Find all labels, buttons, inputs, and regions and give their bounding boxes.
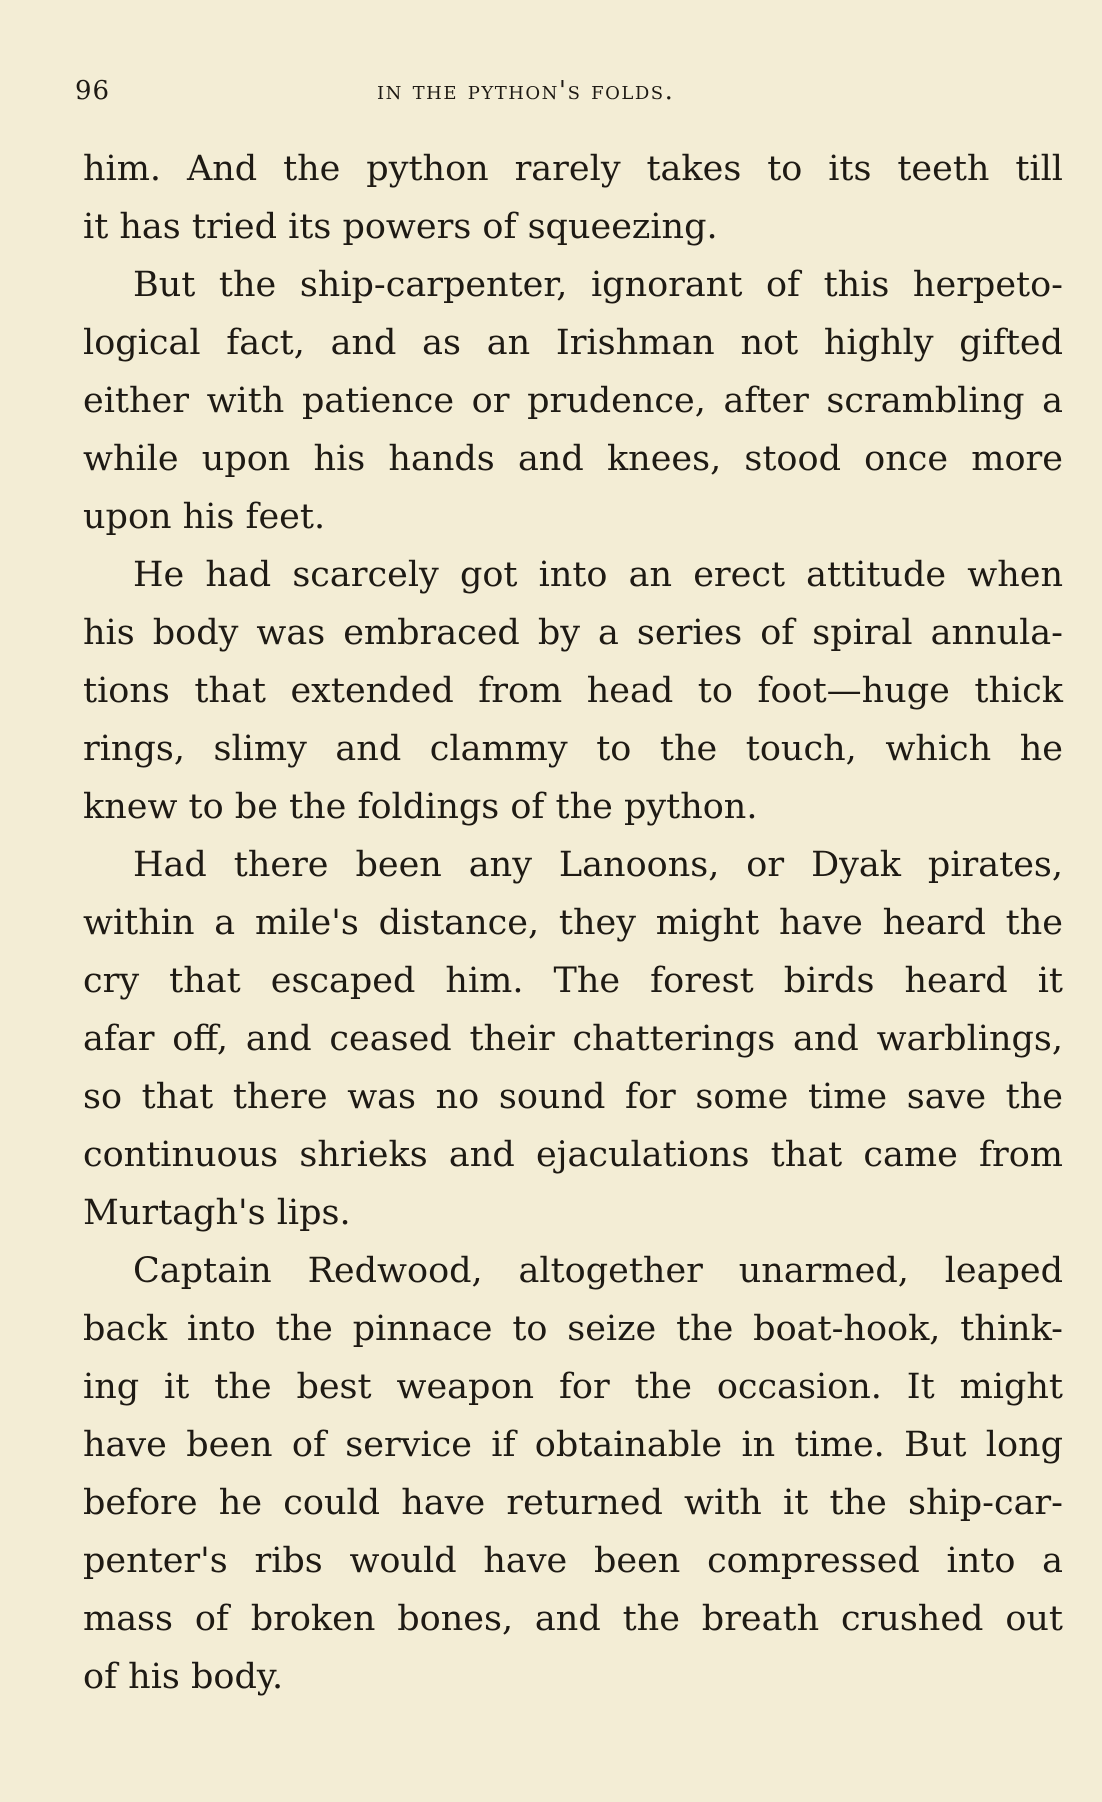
text-line: tions that extended from head to foot—huge thick [83,671,1063,711]
text-line: him. And the python rarely takes to its teeth till [83,149,1063,189]
text-line: rings, slimy and clammy to the touch, which he [83,729,1063,769]
text-line: continuous shrieks and ejaculations that came from [83,1135,1063,1175]
text-line: afar off, and ceased their chatterings and warblings, [83,1019,1063,1059]
text-line: back into the pinnace to seize the boat-hook, think- [83,1309,1063,1349]
text-line: it has tried its powers of squeezing. [83,207,718,247]
page-number: 96 [75,76,111,106]
text-line: Had there been any Lanoons, or Dyak pirates, [133,845,1063,885]
text-line: penter's ribs would have been compressed into a [83,1541,1063,1581]
text-line: have been of service if obtainable in time. But long [83,1425,1063,1465]
text-line: logical fact, and as an Irishman not highly gifted [83,323,1063,363]
text-line: ing it the best weapon for the occasion. It might [83,1367,1063,1407]
text-line: of his body. [83,1657,284,1697]
running-title: in the python's folds. [377,76,675,106]
body-text [83,146,1063,1712]
text-line: But the ship-carpenter, ignorant of this herpeto- [133,265,1063,305]
text-line: knew to be the foldings of the python. [83,787,758,827]
text-line: mass of broken bones, and the breath crushed out [83,1599,1063,1639]
text-line: either with patience or prudence, after scrambling a [83,381,1063,421]
text-line: his body was embraced by a series of spiral annula- [83,613,1063,653]
text-line: so that there was no sound for some time save the [83,1077,1063,1117]
text-line: cry that escaped him. The forest birds heard it [83,961,1063,1001]
text-line: before he could have returned with it the ship-car- [83,1483,1063,1523]
text-line: while upon his hands and knees, stood once more [83,439,1063,479]
text-line: Captain Redwood, altogether unarmed, leaped [133,1251,1063,1291]
text-line: He had scarcely got into an erect attitude when [133,555,1063,595]
text-line: Murtagh's lips. [83,1193,351,1233]
text-line: within a mile's distance, they might have heard the [83,903,1063,943]
text-line: upon his feet. [83,497,326,537]
running-head [75,76,762,116]
